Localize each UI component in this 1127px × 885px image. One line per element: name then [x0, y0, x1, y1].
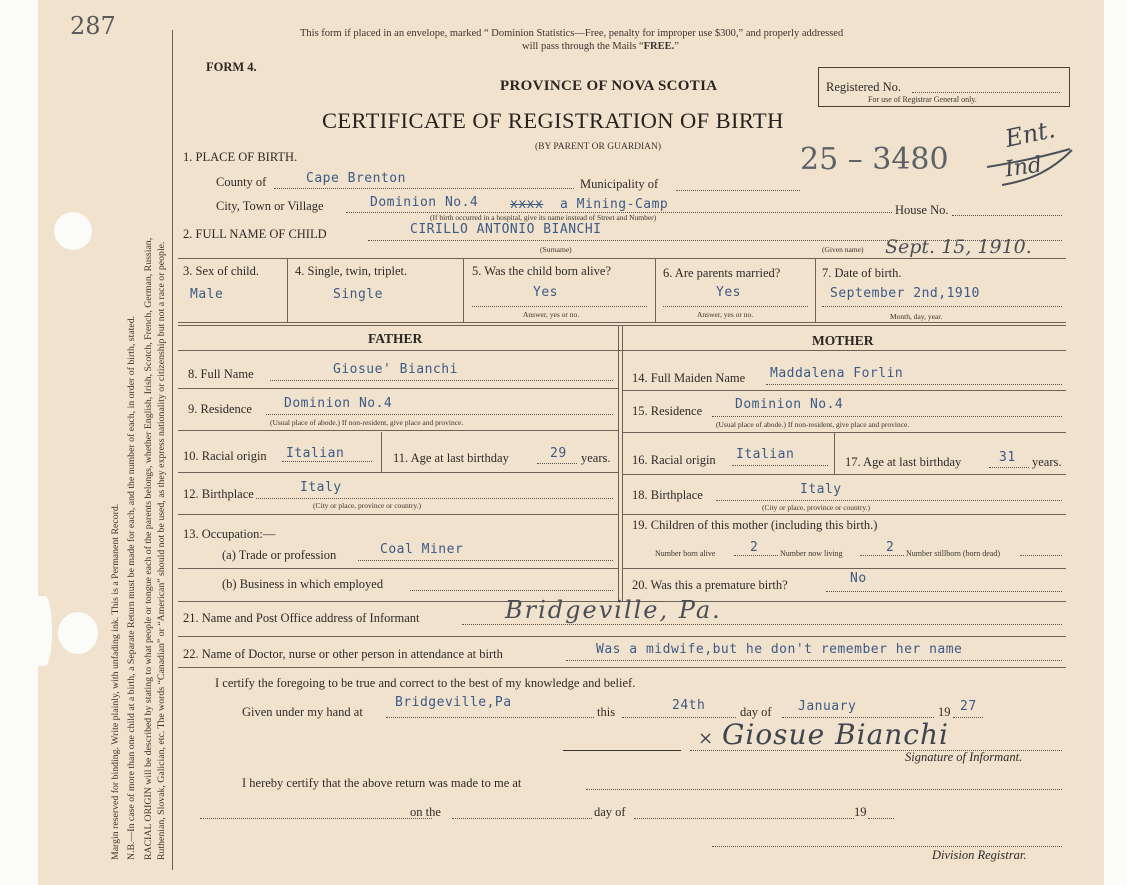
- father-name-label: 8. Full Name: [188, 367, 254, 381]
- mother-age-label: 17. Age at last birthday: [845, 455, 962, 469]
- registrar-use-note: For use of Registrar General only.: [868, 95, 977, 104]
- date-of-birth-label: 7. Date of birth.: [822, 266, 902, 280]
- married-value: Yes: [716, 285, 741, 300]
- header-note-2: will pass through the Mails “FREE.”: [522, 41, 679, 52]
- cert-year-value: 27: [960, 699, 977, 714]
- father-racial-label: 10. Racial origin: [183, 449, 267, 463]
- trade-label: (a) Trade or profession: [222, 548, 337, 562]
- handwritten-given-date: Sept. 15, 1910.: [885, 236, 1032, 258]
- occupation-label: 13. Occupation:—: [183, 527, 276, 541]
- registrar-on-the: on the: [410, 805, 441, 819]
- form-number: FORM 4.: [206, 60, 257, 74]
- place-of-birth-label: 1. PLACE OF BIRTH.: [183, 150, 298, 164]
- born-alive-label: Number born alive: [655, 549, 716, 558]
- father-heading: FATHER: [368, 331, 423, 346]
- cert-day-value: 24th: [672, 698, 706, 713]
- mother-racial-label: 16. Racial origin: [632, 453, 716, 467]
- mother-age-value: 31: [999, 450, 1016, 465]
- child-name-value: CIRILLO ANTONIO BIANCHI: [410, 222, 602, 237]
- mother-heading: MOTHER: [812, 333, 874, 348]
- married-label: 6. Are parents married?: [663, 266, 781, 280]
- handwritten-informant-address: Bridgeville, Pa.: [505, 596, 722, 624]
- handwritten-reg-number: 25 – 3480: [800, 142, 949, 177]
- children-label: 19. Children of this mother (including this birth.): [632, 518, 878, 532]
- given-name-note: (Given name): [822, 245, 864, 254]
- torn-edge: [38, 596, 52, 666]
- father-age-value: 29: [550, 446, 567, 461]
- father-birthplace-value: Italy: [300, 480, 342, 495]
- single-label: 4. Single, twin, triplet.: [295, 264, 408, 278]
- father-residence-label: 9. Residence: [188, 402, 252, 416]
- premature-label: 20. Was this a premature birth?: [632, 578, 788, 592]
- mother-abode-note: (Usual place of abode.) If non-resident, give place and province.: [716, 420, 910, 429]
- alive-value: Yes: [533, 285, 558, 300]
- punch-hole-bottom: [58, 612, 98, 654]
- single-value: Single: [333, 287, 383, 302]
- father-abode-note: (Usual place of abode.) If non-resident, give place and province.: [270, 418, 464, 427]
- handwritten-ent: Ent.: [1002, 115, 1058, 153]
- city-struck-text: xxxx: [510, 197, 544, 212]
- given-under-hand-label: Given under my hand at: [242, 705, 363, 719]
- child-name-label: 2. FULL NAME OF CHILD: [183, 227, 327, 241]
- married-note: Answer, yes or no.: [697, 310, 754, 319]
- cert-day-of-label: day of: [740, 705, 772, 719]
- handwritten-ind: Ind: [1003, 152, 1044, 183]
- father-birthplace-note: (City or place, province or country.): [313, 501, 422, 510]
- born-alive-value: 2: [750, 540, 759, 555]
- alive-note: Answer, yes or no.: [523, 310, 580, 319]
- surname-note: (Surname): [540, 245, 572, 254]
- cert-this-label: this: [597, 705, 616, 719]
- mother-birthplace-value: Italy: [800, 482, 842, 497]
- margin-note-2: N.B.—In case of more than one child at a birth, a Separate Return must be made for each, and the number of each, in order of birth, stated.: [126, 315, 137, 860]
- informant-label: 21. Name and Post Office address of Informant: [183, 611, 420, 625]
- county-label: County of: [216, 175, 267, 189]
- mother-years-label: years.: [1032, 455, 1062, 469]
- certificate-subtitle: (BY PARENT OR GUARDIAN): [535, 142, 662, 152]
- signature-x: ×: [698, 728, 714, 749]
- doctor-value: Was a midwife,but he don't remember her name: [596, 642, 963, 657]
- mother-residence-value: Dominion No.4: [735, 397, 844, 412]
- premature-value: No: [850, 571, 867, 586]
- father-age-label: 11. Age at last birthday: [393, 451, 509, 465]
- registrar-day-of: day of: [594, 805, 626, 819]
- registrar-caption: Division Registrar.: [932, 848, 1027, 862]
- registrar-year-prefix: 19: [854, 805, 867, 819]
- page-number: 287: [70, 12, 116, 40]
- cert-year-prefix: 19: [938, 705, 951, 719]
- date-of-birth-note: Month, day, year.: [890, 312, 943, 321]
- now-living-label: Number now living: [780, 549, 843, 558]
- registrar-statement: I hereby certify that the above return was made to me at: [242, 776, 522, 790]
- father-residence-value: Dominion No.4: [284, 396, 393, 411]
- father-years-label: years.: [581, 451, 611, 465]
- business-label: (b) Business in which employed: [222, 577, 384, 591]
- father-birthplace-label: 12. Birthplace: [183, 487, 254, 501]
- date-of-birth-value: September 2nd,1910: [830, 286, 980, 301]
- certification-statement: I certify the foregoing to be true and correct to the best of my knowledge and belief.: [215, 676, 636, 690]
- mother-birthplace-note: (City or place, province or country.): [762, 503, 871, 512]
- mother-residence-label: 15. Residence: [632, 404, 703, 418]
- margin-note-1: Margin reserved for binding. Write plainly, with unfading ink. This is a Permanent Record.: [110, 503, 121, 860]
- county-value: Cape Brenton: [306, 171, 406, 186]
- certificate-title: CERTIFICATE OF REGISTRATION OF BIRTH: [322, 108, 784, 133]
- margin-rule: [172, 30, 173, 870]
- father-name-value: Giosue' Bianchi: [333, 362, 458, 377]
- header-note-1: This form if placed in an envelope, marked “ Dominion Statistics—Free, penalty for improper use $300,” and properly addressed: [300, 28, 844, 39]
- sex-label: 3. Sex of child.: [183, 264, 260, 278]
- mother-racial-value: Italian: [736, 447, 795, 462]
- registered-label: Registered No.: [826, 80, 901, 94]
- sex-value: Male: [190, 287, 224, 302]
- province-heading: PROVINCE OF NOVA SCOTIA: [500, 78, 718, 94]
- city-label: City, Town or Village: [216, 199, 324, 213]
- alive-label: 5. Was the child born alive?: [472, 264, 612, 278]
- signature-caption: Signature of Informant.: [905, 750, 1023, 764]
- doctor-label: 22. Name of Doctor, nurse or other person in attendance at birth: [183, 647, 503, 661]
- hospital-note: (If birth occurred in a hospital, give its name instead of Street and Number): [430, 213, 657, 222]
- stillborn-label: Number stillborn (born dead): [906, 549, 1000, 558]
- house-label: House No.: [895, 203, 949, 217]
- city-value: Dominion No.4: [370, 195, 479, 210]
- mother-name-label: 14. Full Maiden Name: [632, 371, 746, 385]
- margin-note-3: RACIAL ORIGIN will be described by stating to what people or tongue each of the parents belongs, whether English, Irish, Scotch, French, German, Russian,: [143, 237, 154, 860]
- city-value-2: a Mining-Camp: [560, 197, 669, 212]
- municipality-label: Municipality of: [580, 177, 659, 191]
- now-living-value: 2: [886, 540, 895, 555]
- father-racial-value: Italian: [286, 446, 345, 461]
- handwritten-flourish: [982, 145, 1077, 190]
- mother-name-value: Maddalena Forlin: [770, 366, 904, 381]
- punch-hole-top: [54, 212, 92, 250]
- handwritten-signature: Giosue Bianchi: [722, 718, 949, 751]
- cert-place-value: Bridgeville,Pa: [395, 695, 512, 710]
- mother-birthplace-label: 18. Birthplace: [632, 488, 703, 502]
- margin-note-4: Ruthenian, Slovak, Galician, etc. The words “Canadian” or “American” should not be used, as they express nationality or citizenship but not a race or people.: [156, 241, 167, 860]
- trade-value: Coal Miner: [380, 542, 464, 557]
- cert-month-value: January: [798, 699, 857, 714]
